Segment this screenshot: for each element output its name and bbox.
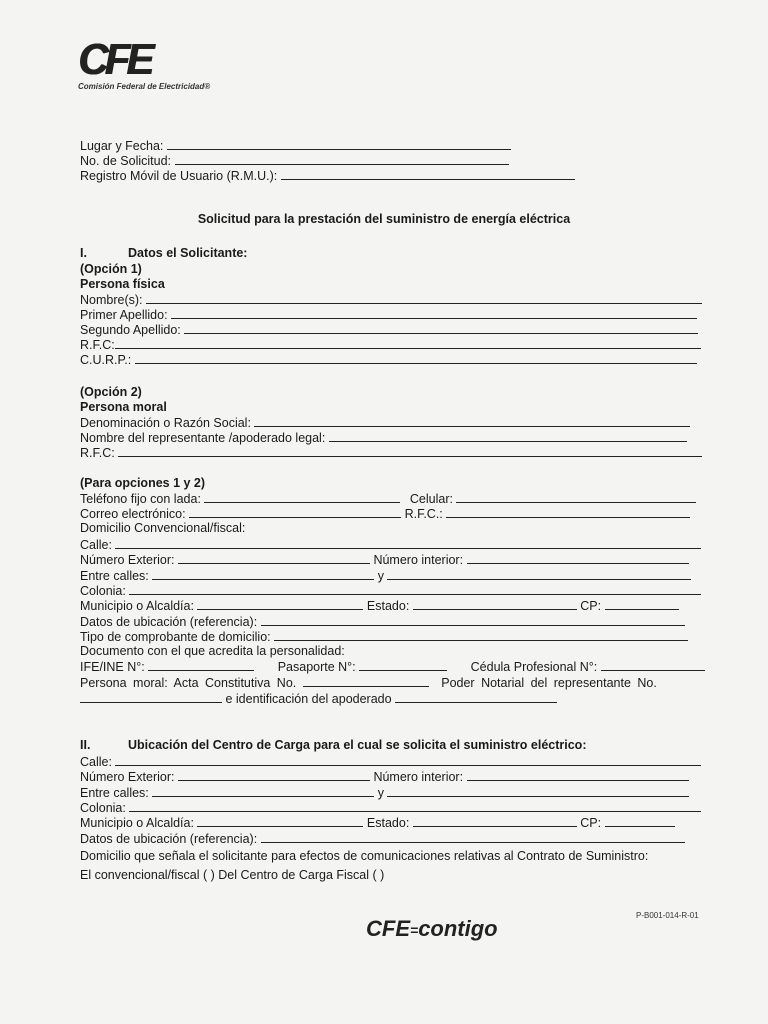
num-exterior-blank[interactable]: [178, 552, 370, 564]
field-colonia: Colonia:: [80, 583, 701, 599]
cp-blank[interactable]: [605, 598, 679, 610]
num-exterior-2-blank[interactable]: [178, 769, 370, 781]
brand-right: contigo: [418, 916, 498, 941]
representante-blank[interactable]: [329, 430, 687, 442]
telefono-blank[interactable]: [204, 491, 400, 503]
celular-blank[interactable]: [456, 491, 696, 503]
field-identificacion-apoderado: e identificación del apoderado: [80, 691, 557, 707]
colonia-blank[interactable]: [129, 583, 701, 595]
municipio-2-blank[interactable]: [197, 815, 363, 827]
cfe-contigo-logo: CFE=contigo: [366, 916, 498, 941]
municipio-blank[interactable]: [197, 598, 363, 610]
persona-fisica: Persona física: [80, 277, 165, 291]
denominacion-blank[interactable]: [254, 415, 690, 427]
logo-subtitle: Comisión Federal de Electricidad®: [78, 82, 211, 91]
entre-calles-blank-1[interactable]: [152, 568, 374, 580]
field-identificaciones: IFE/INE N°: Pasaporte N°: Cédula Profesional N°:: [80, 659, 705, 675]
no-solicitud-blank[interactable]: [175, 153, 509, 165]
domicilio-notificaciones: Domicilio que señala el solicitante para efectos de comunicaciones relativas al Contrato de Suministro:: [80, 849, 649, 863]
field-calle-2: Calle:: [80, 754, 701, 770]
estado-blank[interactable]: [413, 598, 577, 610]
field-num-exterior: Número Exterior: Número interior:: [80, 552, 689, 568]
field-representante: Nombre del representante /apoderado legal:: [80, 430, 687, 446]
entre-calles-2-blank-1[interactable]: [152, 785, 374, 797]
cedula-blank[interactable]: [601, 659, 705, 671]
field-rfc-moral: R.F.C:: [80, 445, 702, 461]
domicilio-label: Domicilio Convencional/fiscal:: [80, 521, 246, 535]
field-colonia-2: Colonia:: [80, 800, 701, 816]
section-1-heading: I. Datos el Solicitante:: [80, 246, 248, 260]
opcion-2: (Opción 2): [80, 385, 142, 399]
datos-ubicacion-blank[interactable]: [261, 614, 685, 626]
entre-calles-blank-2[interactable]: [387, 568, 691, 580]
section-2-heading: II. Ubicación del Centro de Carga para el cual se solicita el suministro eléctrico:: [80, 738, 587, 752]
pasaporte-blank[interactable]: [359, 659, 447, 671]
para-opciones: (Para opciones 1 y 2): [80, 476, 206, 490]
field-acta-constitutiva: Persona moral: Acta Constitutiva No. Poder Notarial del representante No.: [80, 676, 657, 690]
logo-mark: CFE: [78, 35, 151, 84]
ife-blank[interactable]: [148, 659, 254, 671]
entre-calles-2-blank-2[interactable]: [387, 785, 689, 797]
field-primer-apellido: Primer Apellido:: [80, 307, 697, 323]
rmu-blank[interactable]: [281, 168, 575, 180]
identificacion-blank[interactable]: [395, 691, 557, 703]
field-lugar-fecha: Lugar y Fecha:: [80, 138, 511, 154]
calle-2-blank[interactable]: [115, 754, 701, 766]
correo-blank[interactable]: [189, 506, 401, 518]
field-calle: Calle:: [80, 537, 701, 553]
field-entre-calles-2: Entre calles: y: [80, 785, 689, 801]
cfe-logo: [78, 35, 211, 91]
calle-blank[interactable]: [115, 537, 701, 549]
field-correo: Correo electrónico: R.F.C.:: [80, 506, 690, 522]
field-municipio: Municipio o Alcaldía: Estado: CP:: [80, 598, 679, 614]
nombres-blank[interactable]: [146, 292, 702, 304]
rfc-blank[interactable]: [115, 337, 701, 349]
brand-left: CFE: [366, 916, 410, 941]
curp-blank[interactable]: [135, 352, 697, 364]
field-nombres: Nombre(s):: [80, 292, 702, 308]
lugar-fecha-blank[interactable]: [167, 138, 511, 150]
estado-2-blank[interactable]: [413, 815, 577, 827]
segundo-apellido-blank[interactable]: [184, 322, 698, 334]
field-num-exterior-2: Número Exterior: Número interior:: [80, 769, 689, 785]
persona-moral: Persona moral: [80, 400, 167, 414]
field-tipo-comprobante: Tipo de comprobante de domicilio:: [80, 629, 688, 645]
rfc-moral-blank[interactable]: [118, 445, 702, 457]
field-segundo-apellido: Segundo Apellido:: [80, 322, 698, 338]
acta-blank[interactable]: [303, 675, 429, 687]
documento-label: Documento con el que acredita la personalidad:: [80, 644, 345, 658]
primer-apellido-blank[interactable]: [171, 307, 697, 319]
colonia-2-blank[interactable]: [129, 800, 701, 812]
field-rfc: R.F.C:: [80, 337, 701, 353]
field-no-solicitud: No. de Solicitud:: [80, 153, 509, 169]
opcion-1: (Opción 1): [80, 262, 142, 276]
field-telefono: Teléfono fijo con lada: Celular:: [80, 491, 696, 507]
domicilio-opciones[interactable]: El convencional/fiscal ( ) Del Centro de Carga Fiscal ( ): [80, 868, 385, 882]
poder-notarial-blank[interactable]: [80, 691, 222, 703]
field-datos-ubicacion-2: Datos de ubicación (referencia):: [80, 831, 685, 847]
field-datos-ubicacion: Datos de ubicación (referencia):: [80, 614, 685, 630]
field-denominacion: Denominación o Razón Social:: [80, 415, 690, 431]
field-entre-calles: Entre calles: y: [80, 568, 691, 584]
num-interior-blank[interactable]: [467, 552, 689, 564]
tipo-comprobante-blank[interactable]: [274, 629, 688, 641]
form-code: P-B001-014-R-01: [636, 911, 699, 920]
datos-ubicacion-2-blank[interactable]: [261, 831, 685, 843]
form-title: Solicitud para la prestación del suministro de energía eléctrica: [197, 212, 571, 226]
rfc-correo-blank[interactable]: [446, 506, 690, 518]
field-curp: C.U.R.P.:: [80, 352, 697, 368]
field-municipio-2: Municipio o Alcaldía: Estado: CP:: [80, 815, 675, 831]
cp-2-blank[interactable]: [605, 815, 675, 827]
num-interior-2-blank[interactable]: [467, 769, 689, 781]
field-rmu: Registro Móvil de Usuario (R.M.U.):: [80, 168, 575, 184]
